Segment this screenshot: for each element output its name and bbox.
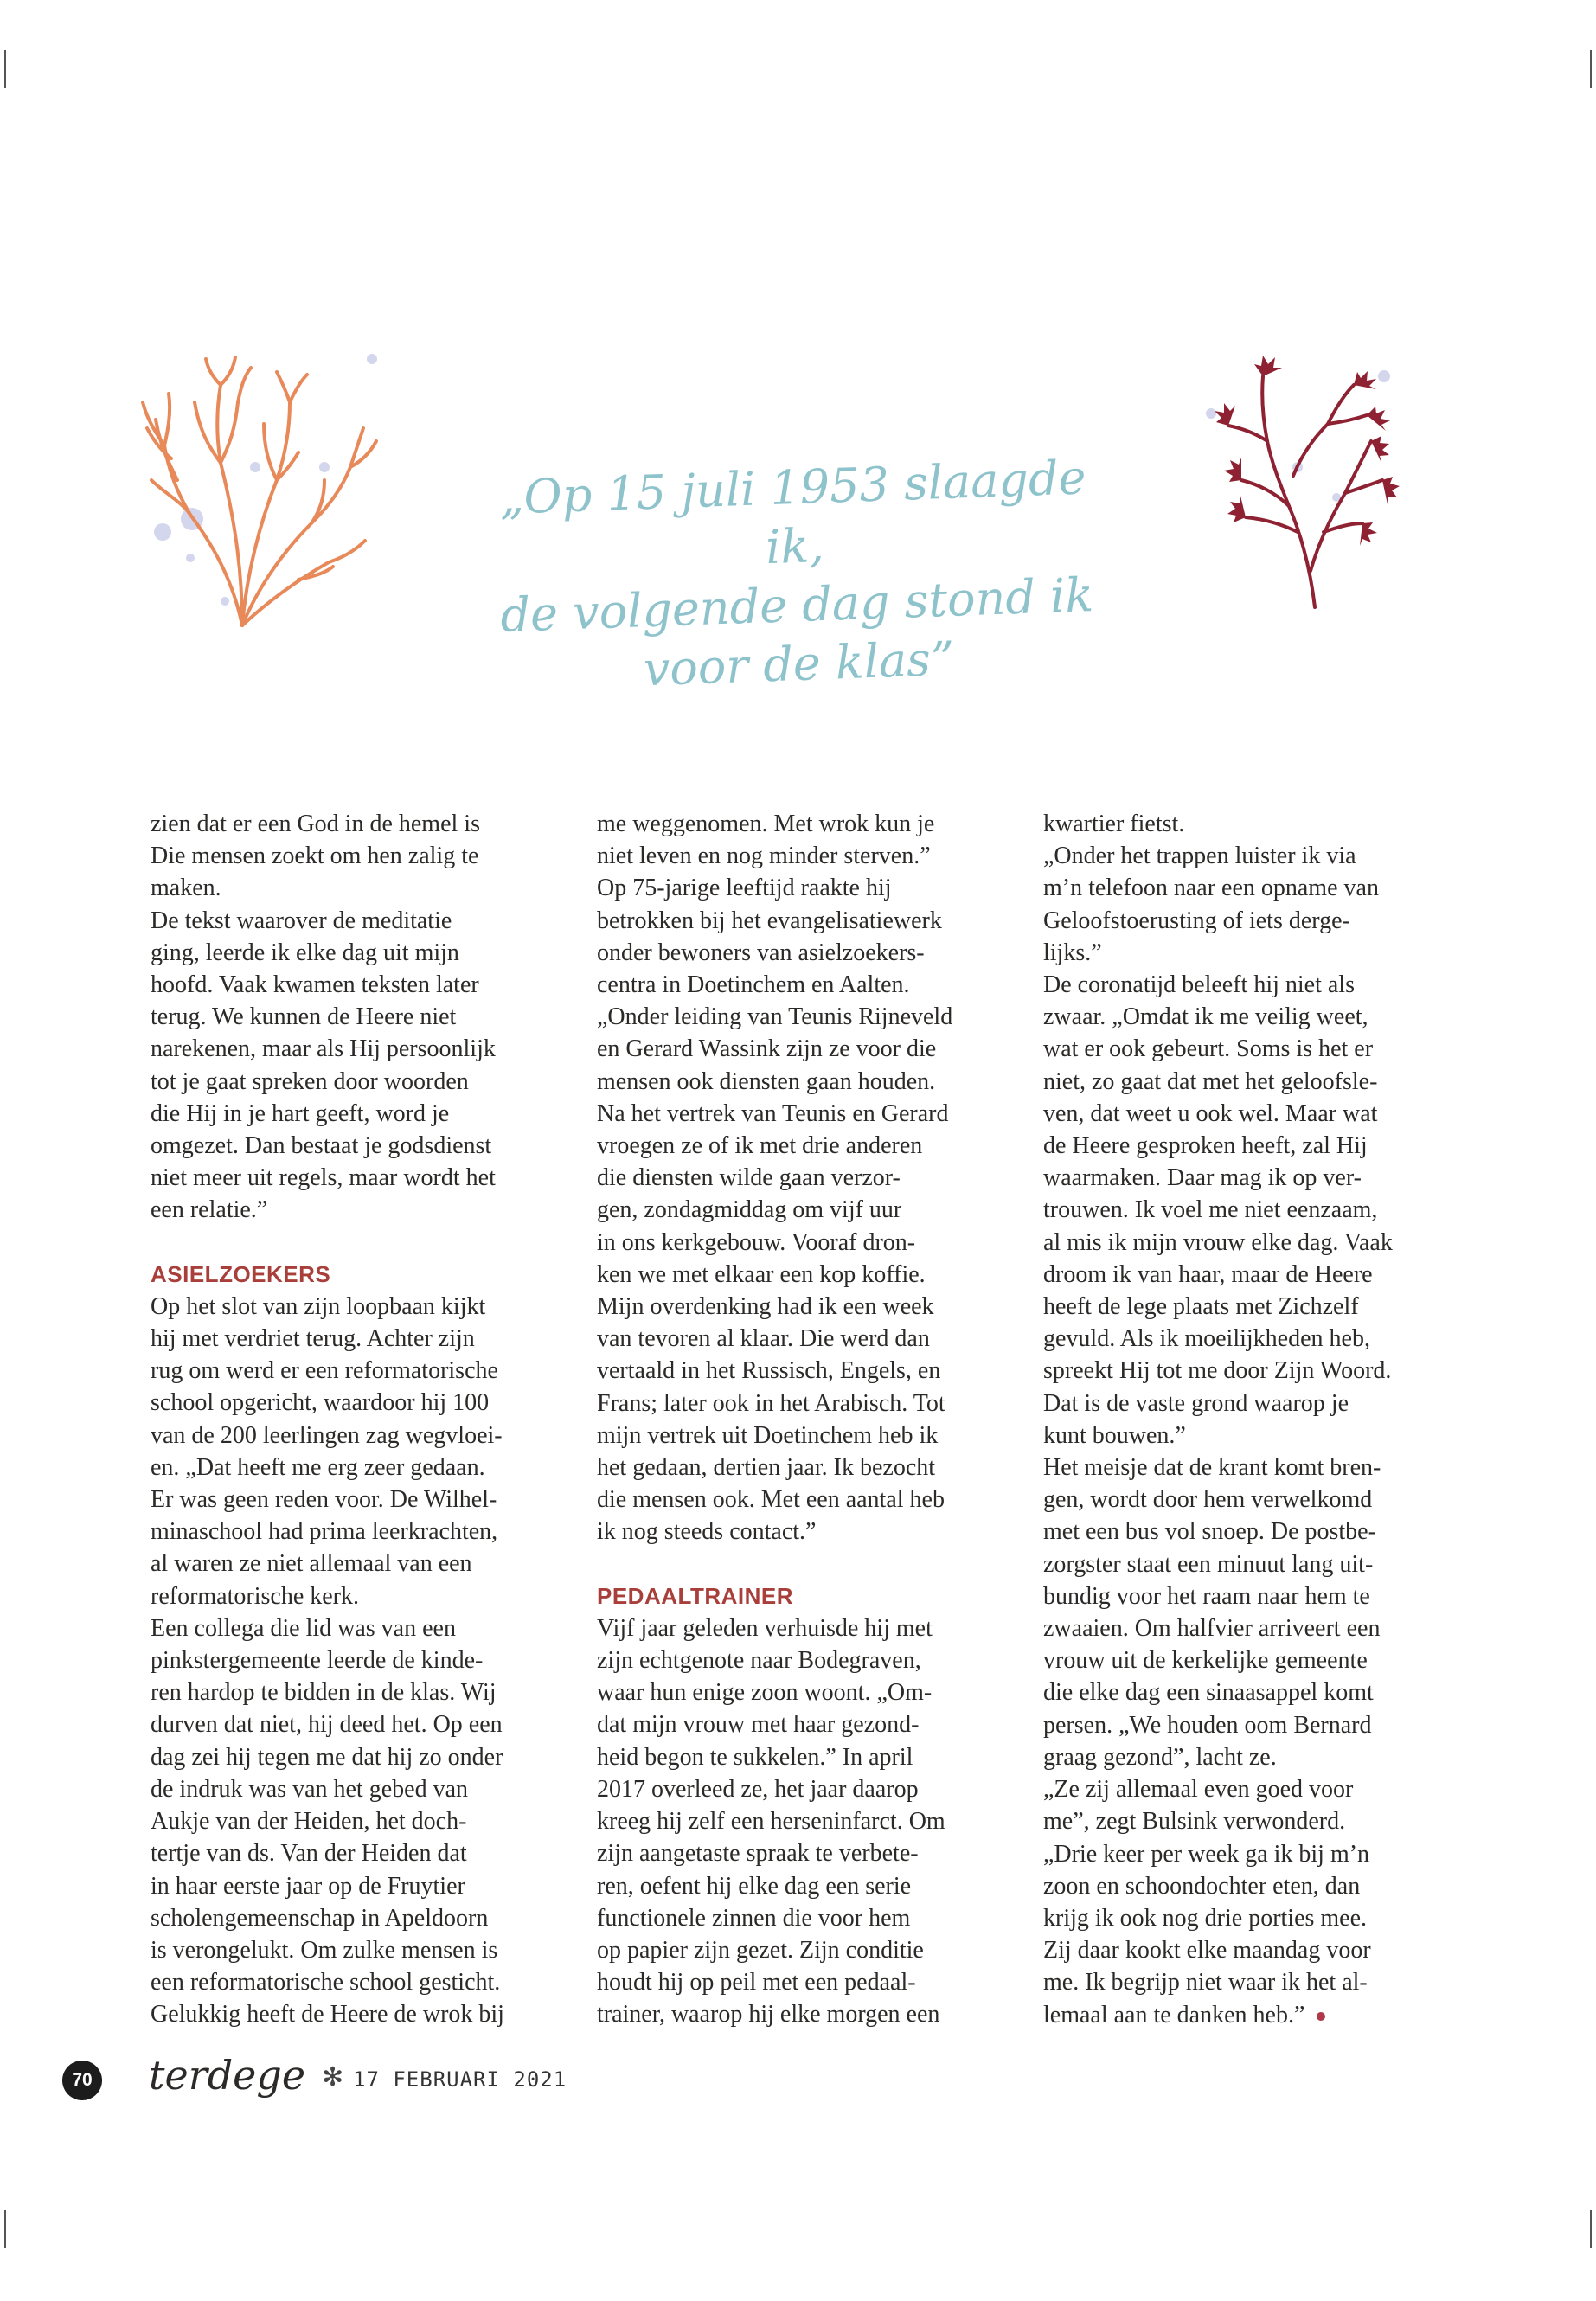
body-text-line: ik nog steeds contact.”	[597, 1518, 817, 1546]
body-text-line: kreeg hij zelf een herseninfarct. Om	[597, 1808, 945, 1836]
body-text-line: lemaal aan te danken heb.”	[1043, 1999, 1458, 2031]
body-text-line: narekenen, maar als Hij persoonlijk	[151, 1035, 496, 1063]
body-text-line: trainer, waarop hij elke morgen een	[597, 2001, 940, 2029]
body-text-line: ven, dat weet u ook wel. Maar wat	[1043, 1099, 1378, 1127]
section-heading: PEDAALTRAINER	[597, 1582, 794, 1609]
body-text-line: Aukje van der Heiden, het doch-	[151, 1808, 467, 1836]
coral-plant-illustration-left	[138, 350, 389, 631]
body-text-line: dat mijn vrouw met haar gezond-	[597, 1711, 920, 1739]
body-text-line: die Hij in je hart geeft, word je	[151, 1099, 450, 1127]
body-text-line: het gedaan, dertien jaar. Ik bezocht	[597, 1454, 936, 1482]
body-text-line: vertaald in het Russisch, Engels, en	[597, 1357, 941, 1385]
body-text-line: gen, wordt door hem verwelkomd	[1043, 1486, 1373, 1514]
article-column-2	[597, 808, 1012, 2031]
magazine-name: terdege	[149, 2052, 306, 2099]
body-text-line: zorgster staat een minuut lang uit-	[1043, 1550, 1374, 1578]
body-text-line: De tekst waarover de meditatie	[151, 907, 452, 934]
body-text-line: de Heere gesproken heeft, zal Hij	[1043, 1132, 1368, 1160]
body-text-line: heeft de lege plaats met Zichzelf	[1043, 1293, 1359, 1321]
body-text-line: Gelukkig heeft de Heere de wrok bij	[151, 2001, 504, 2029]
crop-mark-bottom-left	[4, 2210, 6, 2248]
body-text-line: waar hun enige zoon woont. „Om-	[597, 1679, 933, 1707]
body-text-line: onder bewoners van asielzoekers-	[597, 939, 925, 966]
article-column-3	[1043, 808, 1458, 2031]
body-text-line: niet, zo gaat dat met het geloofsle-	[1043, 1067, 1378, 1095]
body-text-line: Na het vertrek van Teunis en Gerard	[597, 1099, 949, 1127]
body-text-line: tertje van ds. Van der Heiden dat	[151, 1840, 467, 1868]
body-text-line: me”, zegt Bulsink verwonderd.	[1043, 1808, 1346, 1836]
body-text-line: krijg ik ook nog drie porties mee.	[1043, 1904, 1368, 1932]
body-text-line: Er was geen reden voor. De Wilhel-	[151, 1486, 497, 1514]
body-text-line: betrokken bij het evangelisatiewerk	[597, 907, 942, 934]
body-text-line: kwartier fietst.	[1043, 811, 1185, 837]
body-text-line: al waren ze niet allemaal van een	[151, 1550, 472, 1578]
body-text-line: Vijf jaar geleden verhuisde hij met	[597, 1614, 933, 1642]
body-text-line: graag gezond”, lacht ze.	[1043, 1743, 1277, 1771]
body-text-line: dag zei hij tegen me dat hij zo onder	[151, 1743, 503, 1771]
body-text-line: niet meer uit regels, maar wordt het	[151, 1164, 496, 1192]
body-text-line: vroegen ze of ik met drie anderen	[597, 1132, 923, 1160]
body-text-line: een relatie.”	[151, 1196, 268, 1224]
body-text-line: en. „Dat heeft me erg zeer gedaan.	[151, 1453, 485, 1481]
body-text-line: me. Ik begrijp niet waar ik het al-	[1043, 1969, 1368, 1997]
body-text-line: mensen ook diensten gaan houden.	[597, 1067, 936, 1095]
body-text-line: hij met verdriet terug. Achter zijn	[151, 1325, 475, 1353]
body-text-line: zien dat er een God in de hemel is	[151, 811, 480, 837]
page-number-badge: 70	[62, 2061, 102, 2100]
body-text-line: zijn echtgenote naar Bodegraven,	[597, 1647, 921, 1675]
body-text-line: omgezet. Dan bestaat je godsdienst	[151, 1132, 492, 1160]
crop-mark-top-right	[1590, 50, 1592, 88]
body-text-line: me weggenomen. Met wrok kun je	[597, 811, 935, 837]
body-text-line: „Onder het trappen luister ik via	[1043, 843, 1356, 870]
body-text-line: pinkstergemeente leerde de kinde-	[151, 1647, 484, 1675]
body-text-line: Frans; later ook in het Arabisch. Tot	[597, 1389, 945, 1417]
body-text-line: zwaaien. Om halfvier arriveert een	[1043, 1615, 1381, 1643]
body-text-line: ren, oefent hij elke dag een serie	[597, 1872, 912, 1900]
body-text-line: trouwen. Ik voel me niet eenzaam,	[1043, 1196, 1378, 1224]
body-text-line: gevuld. Als ik moeilijkheden heb,	[1043, 1325, 1370, 1353]
body-text-line: „Ze zij allemaal even goed voor	[1043, 1776, 1354, 1804]
body-text-line: van tevoren al klaar. Die werd dan	[597, 1325, 930, 1353]
body-text-line: centra in Doetinchem en Aalten.	[597, 971, 910, 999]
body-text-line: hoofd. Vaak kwamen teksten later	[151, 971, 479, 999]
body-text-line: ren hardop te bidden in de klas. Wij	[151, 1679, 497, 1707]
crop-mark-top-left	[4, 50, 6, 88]
section-heading: ASIELZOEKERS	[151, 1260, 331, 1287]
pull-quote-line: „Op 15 juli 1953 slaagde ik,	[498, 450, 1087, 575]
body-text-line: maken.	[151, 875, 221, 902]
body-text-line: en Gerard Wassink zijn ze voor die	[597, 1035, 937, 1063]
body-text-line: die diensten wilde gaan verzor-	[597, 1164, 901, 1192]
article-column-1	[151, 808, 566, 2031]
body-text-line: minaschool had prima leerkrachten,	[151, 1518, 498, 1546]
body-text-line: Dat is de vaste grond waarop je	[1043, 1389, 1349, 1417]
body-text-line: zoon en schoondochter eten, dan	[1043, 1872, 1361, 1900]
body-text-line: 2017 overleed ze, het jaar daarop	[597, 1775, 919, 1803]
body-text-line: reformatorische kerk.	[151, 1582, 359, 1610]
body-text-line: van de 200 leerlingen zag wegvloei-	[151, 1421, 503, 1449]
section-spacer	[597, 1548, 1012, 1580]
body-text-line: functionele zinnen die voor hem	[597, 1904, 911, 1932]
body-text-line: Een collega die lid was van een	[151, 1614, 456, 1642]
issue-date: 17 FEBRUARI 2021	[353, 2067, 567, 2092]
pull-quote-line: de volgende dag stond ik	[499, 567, 1094, 643]
body-text-line: durven dat niet, hij deed het. Op een	[151, 1711, 503, 1739]
crop-mark-bottom-right	[1590, 2210, 1592, 2248]
body-text-line: spreekt Hij tot me door Zijn Woord.	[1043, 1357, 1392, 1385]
flower-stems	[1228, 376, 1382, 607]
coral-branches	[143, 357, 376, 625]
body-text-line: de indruk was van het gebed van	[151, 1775, 468, 1803]
body-text-line: Op 75-jarige leeftijd raakte hij	[597, 875, 892, 902]
body-text-line: heid begon te sukkelen.” In april	[597, 1743, 913, 1771]
body-text-line: De coronatijd beleeft hij niet als	[1043, 971, 1355, 999]
pull-quote	[463, 447, 1128, 705]
body-text-line: Het meisje dat de krant komt bren-	[1043, 1454, 1381, 1482]
body-text-line: persen. „We houden oom Bernard	[1043, 1711, 1372, 1739]
body-text-line: m’n telefoon naar een opname van	[1043, 875, 1379, 902]
body-text-line: al mis ik mijn vrouw elke dag. Vaak	[1043, 1228, 1393, 1256]
body-text-line: op papier zijn gezet. Zijn conditie	[597, 1936, 924, 1964]
body-text-line: Geloofstoerusting of iets derge-	[1043, 907, 1350, 934]
body-text-line: een reformatorische school gesticht.	[151, 1969, 501, 1997]
body-text-line: zijn aangetaste spraak te verbete-	[597, 1840, 919, 1868]
body-text-line: school opgericht, waardoor hij 100	[151, 1389, 490, 1417]
body-text-line: bundig voor het raam naar hem te	[1043, 1582, 1370, 1610]
body-text-line: ging, leerde ik elke dag uit mijn	[151, 939, 459, 966]
body-text-line: vrouw uit de kerkelijke gemeente	[1043, 1647, 1368, 1675]
body-text-line: kunt bouwen.”	[1043, 1421, 1186, 1449]
body-text-line: Op het slot van zijn loopbaan kijkt	[151, 1292, 486, 1320]
body-text-line: „Drie keer per week ga ik bij m’n	[1043, 1840, 1370, 1868]
body-text-line: terug. We kunnen de Heere niet	[151, 1003, 457, 1031]
section-spacer	[151, 1227, 566, 1259]
asterisk-separator-icon: ✻	[322, 2062, 344, 2093]
body-text-line: mijn vertrek uit Doetinchem heb ik	[597, 1421, 939, 1449]
body-text-line: Zij daar kookt elke maandag voor	[1043, 1937, 1371, 1965]
body-text-line: met een bus vol snoep. De postbe-	[1043, 1518, 1376, 1546]
body-text-line: zwaar. „Omdat ik me veilig weet,	[1043, 1003, 1368, 1031]
body-text-line: scholengemeenschap in Apeldoorn	[151, 1904, 489, 1932]
pull-quote-line: voor de klas”	[642, 631, 956, 697]
body-text-line: lijks.”	[1043, 939, 1102, 966]
body-text-line: droom ik van haar, maar de Heere	[1043, 1260, 1373, 1288]
body-text-line: ken we met elkaar een kop koffie.	[597, 1260, 926, 1288]
body-text-line: rug om werd er een reformatorische	[151, 1357, 498, 1385]
body-text-line: gen, zondagmiddag om vijf uur	[597, 1196, 902, 1224]
body-text-line: in haar eerste jaar op de Fruytier	[151, 1872, 465, 1900]
body-text-line: die elke dag een sinaasappel komt	[1043, 1679, 1374, 1707]
body-text-line: Die mensen zoekt om hen zalig te	[151, 843, 479, 870]
body-text-line: in ons kerkgebouw. Vooraf dron-	[597, 1228, 916, 1256]
body-text-line: Mijn overdenking had ik een week	[597, 1293, 934, 1321]
body-text-line: wat er ook gebeurt. Soms is het er	[1043, 1035, 1374, 1063]
body-text-line: is verongelukt. Om zulke mensen is	[151, 1936, 498, 1964]
decorative-dots-right	[1206, 370, 1390, 502]
page-footer	[62, 2052, 668, 2102]
body-text-line: waarmaken. Daar mag ik op ver-	[1043, 1164, 1362, 1192]
body-text-line: die mensen ook. Met een aantal heb	[597, 1486, 945, 1514]
body-text-line: „Onder leiding van Teunis Rijneveld	[597, 1003, 953, 1031]
end-of-article-dot-icon	[1317, 2012, 1325, 2021]
body-text-line: houdt hij op peil met een pedaal-	[597, 1969, 916, 1997]
body-text-line: niet leven en nog minder sterven.”	[597, 843, 931, 870]
flower-plant-illustration-right	[1194, 346, 1401, 614]
body-text-line: tot je gaat spreken door woorden	[151, 1067, 469, 1095]
